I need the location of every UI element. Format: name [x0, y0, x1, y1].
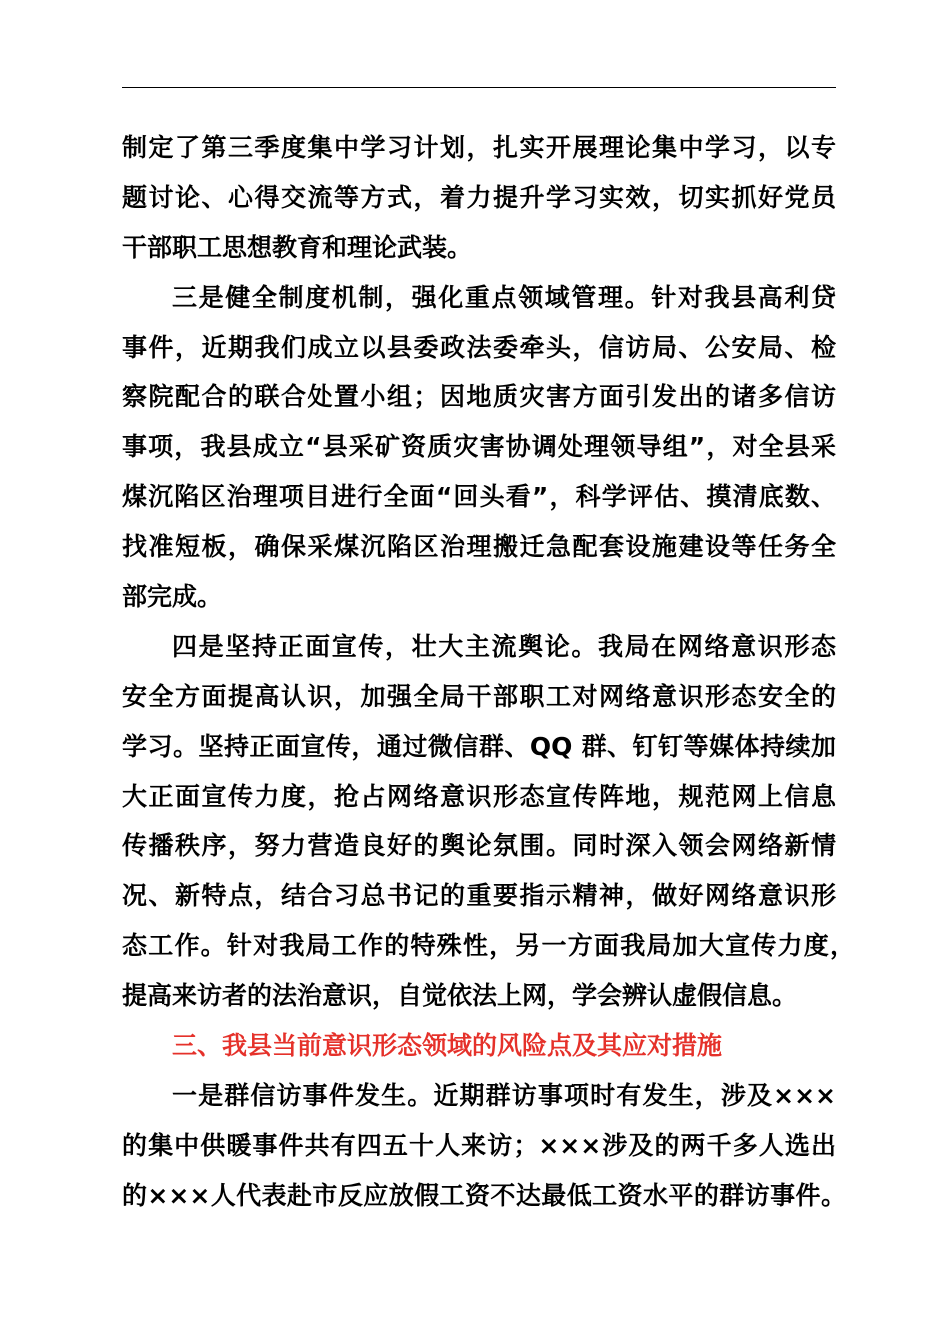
text-line: 况、新特点，结合习总书记的重要指示精神，做好网络意识形 [122, 881, 836, 911]
paragraph-study-plan [122, 123, 836, 273]
text-line: 传播秩序，努力营造良好的舆论氛围。同时深入领会网络新情 [122, 831, 836, 861]
text-line: 找准短板，确保采煤沉陷区治理搬迁急配套设施建设等任务全 [122, 532, 836, 562]
text-line: 煤沉陷区治理项目进行全面“回头看”，科学评估、摸清底数、 [122, 482, 836, 512]
text-line: 安全方面提高认识，加强全局干部职工对网络意识形态安全的 [122, 681, 836, 711]
text-line: 四是坚持正面宣传，壮大主流舆论。我局在网络意识形态 [172, 631, 836, 661]
text-line: 提高来访者的法治意识，自觉依法上网，学会辨认虚假信息。 [122, 981, 798, 1011]
text-line: 态工作。针对我局工作的特殊性，另一方面我局加大宣传力度， [122, 931, 855, 961]
text-line: 题讨论、心得交流等方式，着力提升学习实效，切实抓好党员 [122, 182, 836, 212]
text-line: 大正面宣传力度，抢占网络意识形态宣传阵地，规范网上信息 [122, 781, 836, 811]
text-line: 察院配合的联合处置小组；因地质灾害方面引发出的诸多信访 [122, 382, 836, 412]
text-line: 一是群信访事件发生。近期群访事项时有发生，涉及××× [172, 1080, 836, 1110]
text-line: 事件，近期我们成立以县委政法委牵头，信访局、公安局、检 [122, 332, 836, 362]
paragraph-group-petition [122, 1071, 846, 1221]
header-rule [122, 87, 836, 88]
text-line: 制定了第三季度集中学习计划，扎实开展理论集中学习，以专 [122, 133, 836, 162]
text-line: 的×××人代表赴市反应放假工资不达最低工资水平的群访事件。 [122, 1180, 846, 1210]
section-heading: 三、我县当前意识形态领域的风险点及其应对措施 [172, 1031, 723, 1061]
text-line: 部完成。 [122, 582, 223, 612]
text-line: 的集中供暖事件共有四五十人来访；×××涉及的两千多人选出 [122, 1130, 836, 1160]
document-body [122, 123, 855, 1221]
paragraph-positive-publicity [122, 622, 855, 1021]
text-line: 事项，我县成立“县采矿资质灾害协调处理领导组”，对全县采 [122, 432, 836, 462]
text-line: 三是健全制度机制，强化重点领域管理。针对我县高利贷 [172, 282, 836, 312]
text-line: 干部职工思想教育和理论武装。 [122, 232, 473, 262]
paragraph-institution-mechanism [122, 273, 836, 622]
text-line: 学习。坚持正面宣传，通过微信群、QQ 群、钉钉等媒体持续加 [122, 731, 836, 761]
